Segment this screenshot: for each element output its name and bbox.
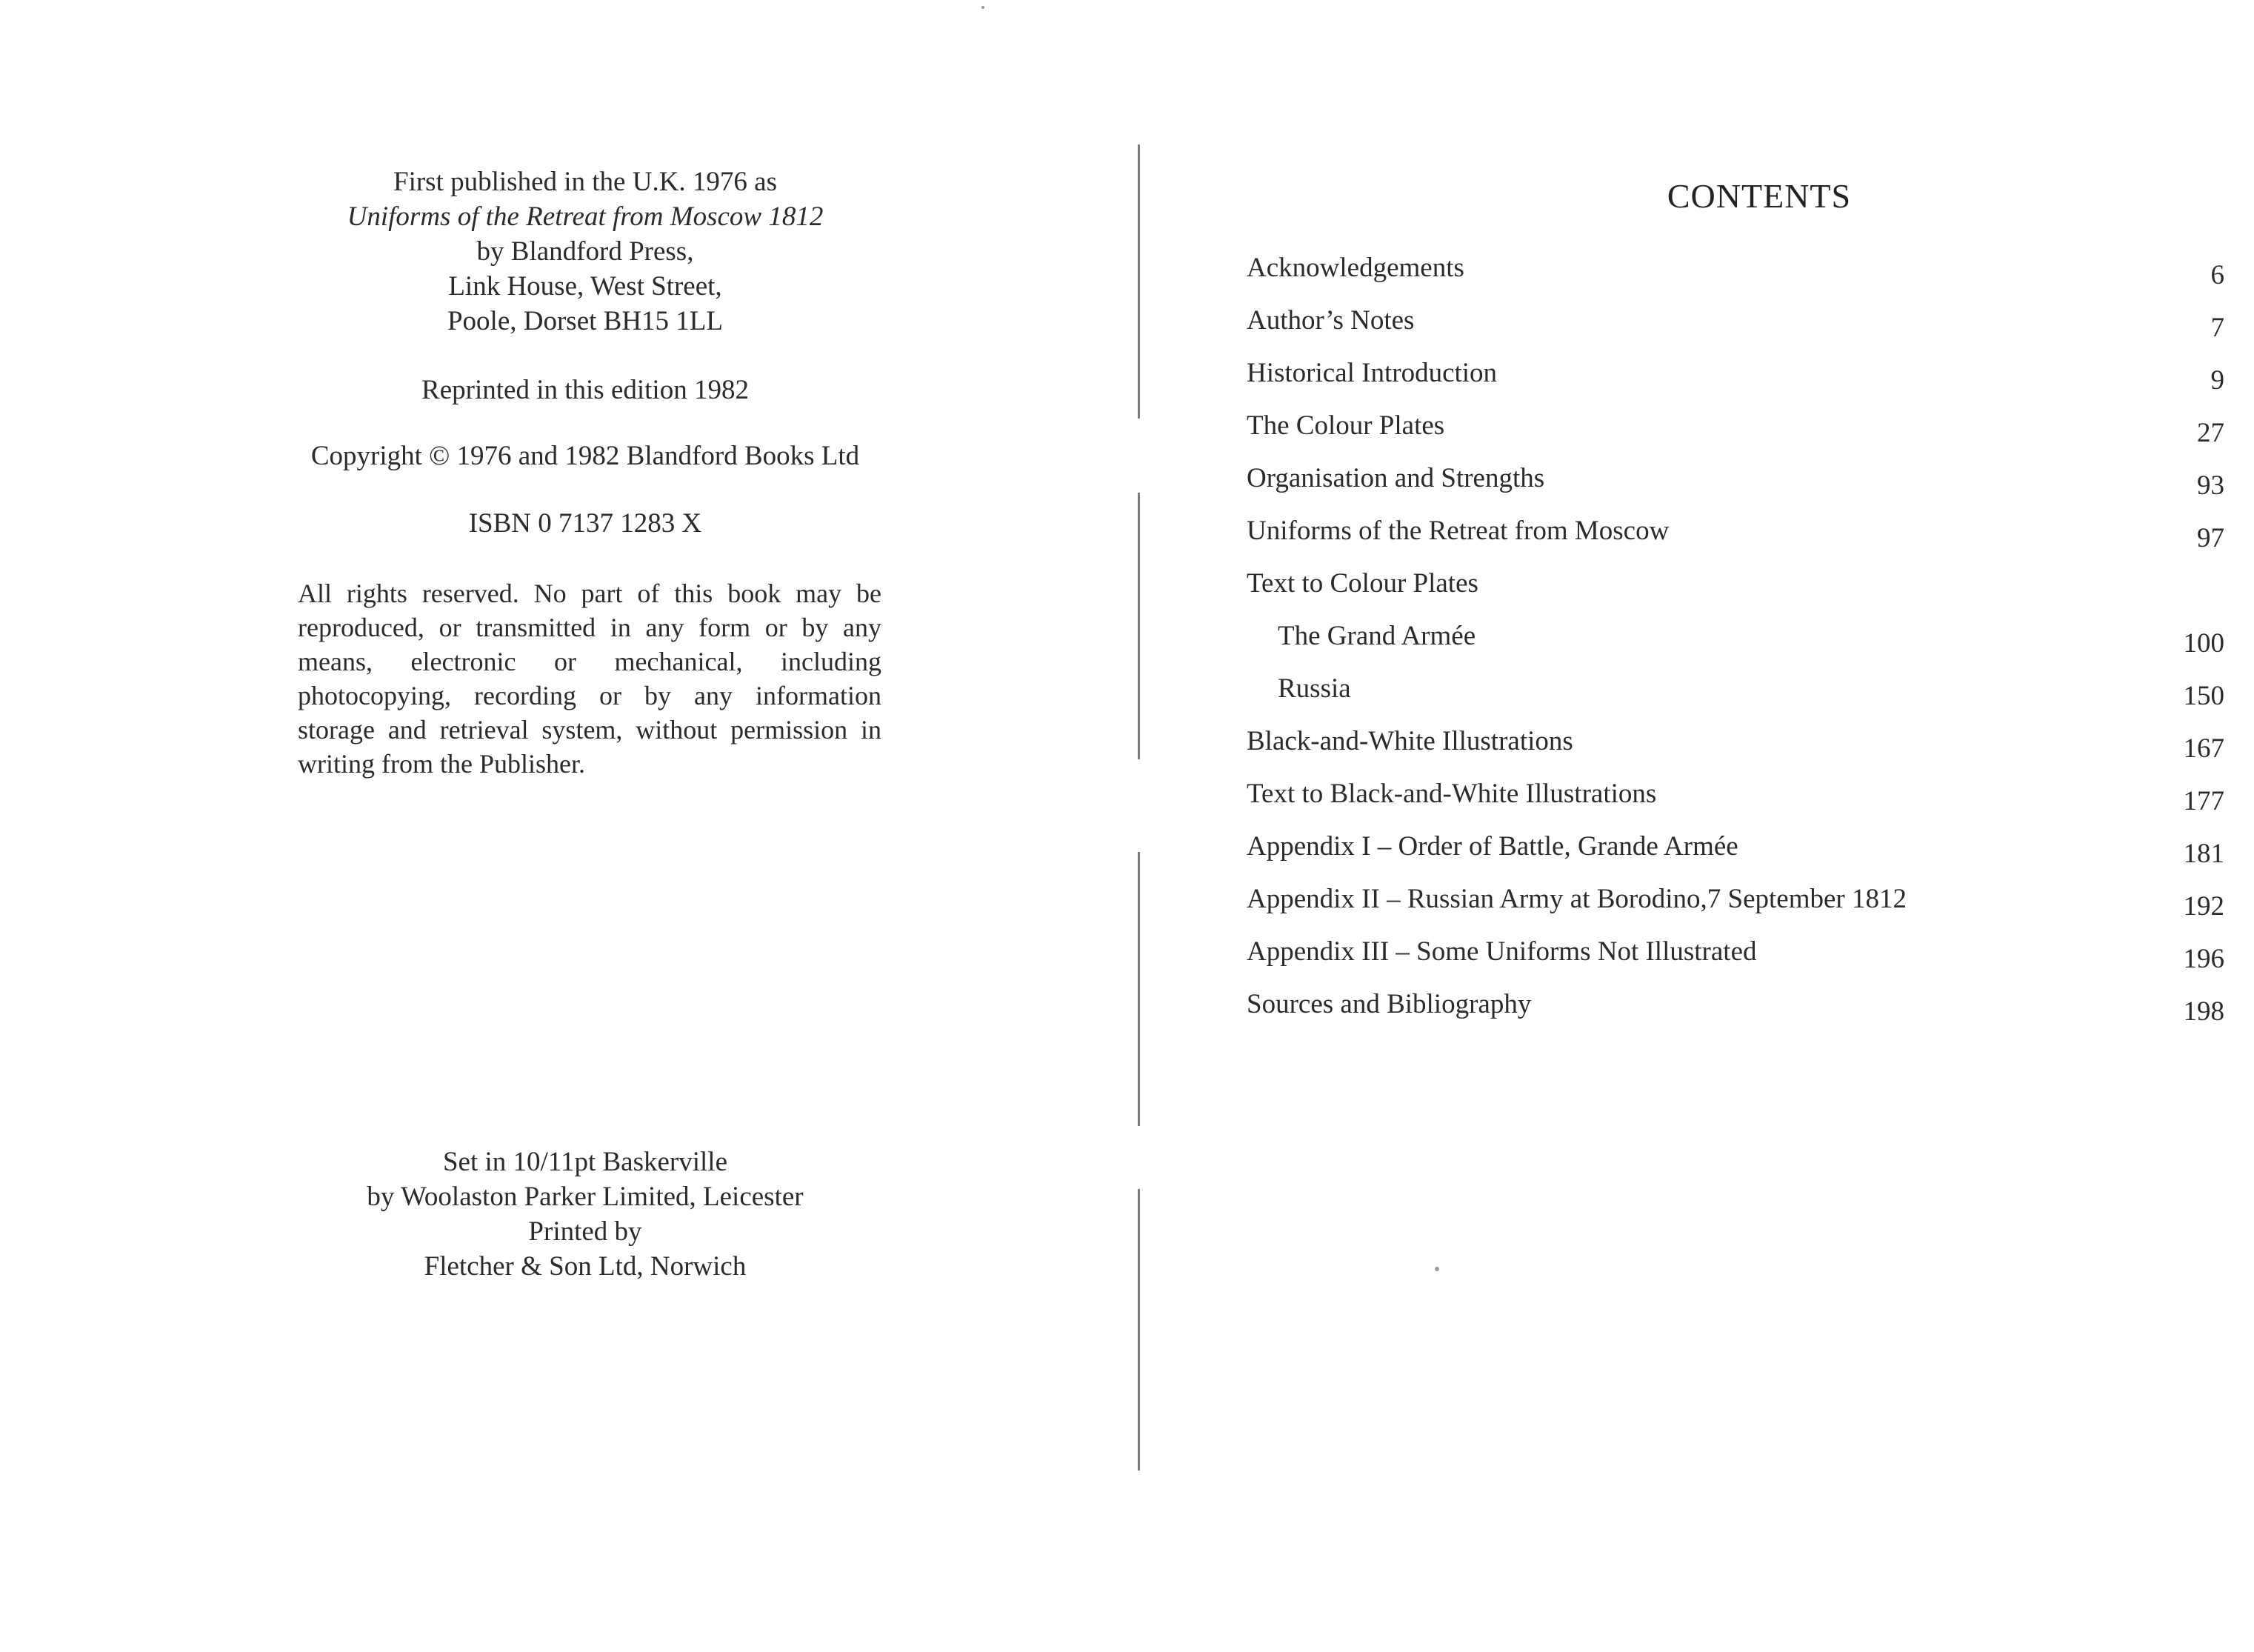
toc-entry-label: The Grand Armée [1278,621,1476,651]
toc-entry-label: Black-and-White Illustrations [1247,726,1573,756]
toc-entry [1247,830,2224,883]
printer-line: Fletcher & Son Ltd, Norwich [424,1251,747,1282]
publisher-line: by Blandford Press, [476,236,694,267]
contents-page [1156,0,2254,1652]
gutter-line [1138,493,1140,759]
toc-entry-label: Appendix III – Some Uniforms Not Illustrated [1247,936,1757,967]
gutter-line [1138,144,1140,419]
toc-entry-page: 177 [2183,786,2224,816]
toc-entry-label: Acknowledgements [1247,253,1464,283]
toc-entry-page: 150 [2183,681,2224,711]
toc-entry [1247,462,2224,515]
toc-entry-label: Sources and Bibliography [1247,989,1532,1019]
typesetter-line: by Woolaston Parker Limited, Leicester [367,1182,804,1212]
toc-entry [1247,252,2224,304]
original-title-line: Uniforms of the Retreat from Moscow 1812 [347,201,824,232]
toc-entry-page: 167 [2183,733,2224,764]
toc-entry [1247,567,2224,620]
toc-entry-label: Organisation and Strengths [1247,463,1545,493]
toc-entry-label: Uniforms of the Retreat from Moscow [1247,516,1670,546]
printer-details [252,1145,918,1284]
toc-entry [1247,410,2224,462]
toc-subentry [1247,673,2224,725]
toc-entry-page: 27 [2197,418,2224,448]
toc-entry-label: Author’s Notes [1247,305,1415,336]
contents-title: CONTENTS [1667,177,1852,215]
toc-entry [1247,883,2224,936]
contents-list [1247,252,2224,1041]
toc-entry-label: Russia [1278,673,1351,704]
toc-entry-page: 97 [2197,523,2224,553]
toc-entry-label: Text to Black-and-White Illustrations [1247,779,1657,809]
publication-line: First published in the U.K. 1976 as [393,167,777,197]
address-line: Poole, Dorset BH15 1LL [447,306,724,336]
toc-entry-label: Historical Introduction [1247,358,1498,388]
toc-entry-label: Appendix II – Russian Army at Borodino,7 September 1812 [1247,884,1907,914]
isbn: ISBN 0 7137 1283 X [468,508,702,539]
toc-entry-page: 192 [2183,891,2224,922]
publication-details [252,164,918,339]
toc-entry-page: 93 [2197,470,2224,501]
copyright-notice: Copyright © 1976 and 1982 Blandford Books Ltd [310,441,860,471]
toc-entry [1247,936,2224,988]
toc-entry-page: 198 [2183,996,2224,1027]
toc-entry [1247,304,2224,357]
rights-notice: All rights reserved. No part of this book may be reproduced, or transmitted in any form or by any means, electronic or mechanical, including photocopying, recording or by any information storage and retrieval system, without permission in writing from the Publisher. [298,579,881,779]
toc-entry [1247,515,2224,567]
toc-entry-page: 9 [2210,365,2224,396]
paper-speck [981,6,984,9]
toc-entry [1247,988,2224,1041]
toc-subentry [1247,620,2224,673]
toc-entry [1247,725,2224,778]
toc-entry-page: 196 [2183,944,2224,974]
gutter-line [1138,852,1140,1126]
toc-entry-label: The Colour Plates [1247,410,1445,441]
gutter-line [1138,1189,1140,1471]
toc-entry-page: 100 [2183,628,2224,659]
toc-entry [1247,357,2224,410]
toc-entry-page: 6 [2210,260,2224,290]
address-line: Link House, West Street, [448,271,722,302]
toc-entry-label: Appendix I – Order of Battle, Grande Armée [1247,831,1738,862]
toc-entry-page: 181 [2183,839,2224,869]
printed-by-line: Printed by [528,1216,642,1247]
toc-entry-label: Text to Colour Plates [1247,568,1478,599]
toc-entry [1247,778,2224,830]
toc-entry-page: 7 [2210,313,2224,343]
reprint-notice: Reprinted in this edition 1982 [421,375,749,405]
typesetting-line: Set in 10/11pt Baskerville [442,1147,727,1177]
